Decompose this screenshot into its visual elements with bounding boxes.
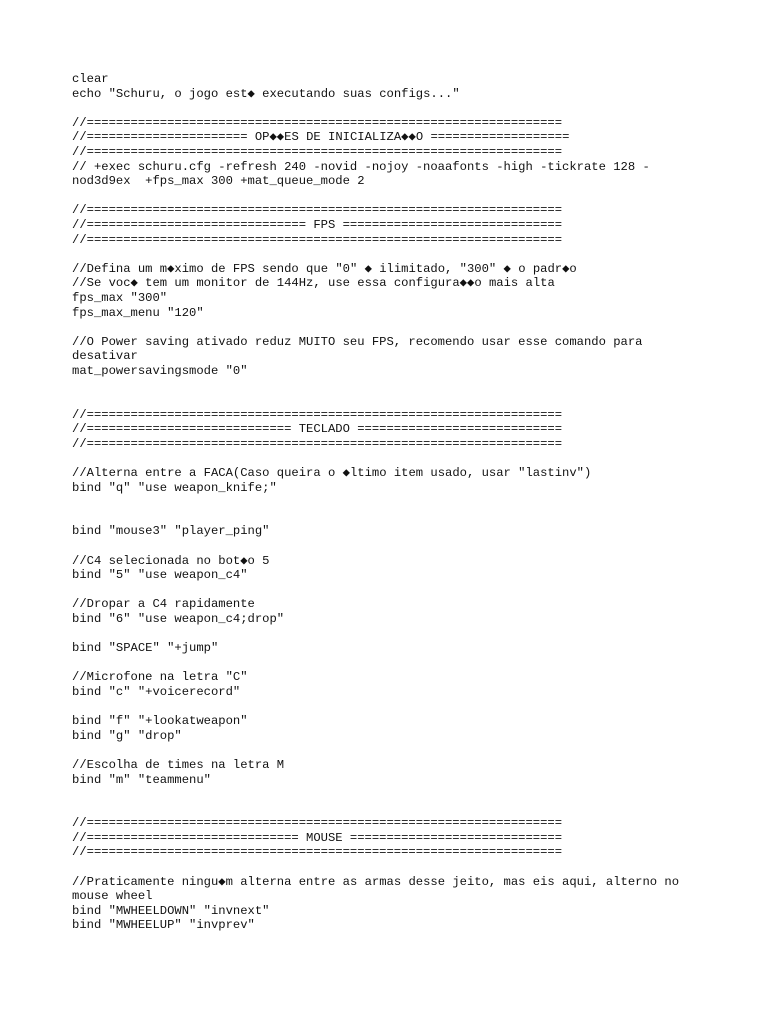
comment-line: // +exec schuru.cfg -refresh 240 -novid -nojoy -noaafonts -high -tickrate 128 -: [72, 159, 650, 174]
comment-line: //=================================================================: [72, 816, 563, 831]
comment-line: //=================================================================: [72, 407, 563, 422]
blank-line: [72, 393, 712, 408]
blank-line: [72, 247, 712, 262]
command-line: bind "5" "use weapon_c4": [72, 568, 248, 583]
comment-line: //Microfone na letra "C": [72, 670, 248, 685]
blank-line: [72, 743, 712, 758]
comment-line: //============================== FPS ==============================: [72, 217, 563, 232]
command-line: desativar: [72, 349, 138, 364]
blank-line: [72, 495, 712, 510]
blank-line: [72, 656, 712, 671]
blank-line: [72, 539, 712, 554]
comment-line: //Alterna entre a FACA(Caso queira o ◆ltimo item usado, usar "lastinv"): [72, 466, 592, 481]
blank-line: [72, 320, 712, 335]
command-line: bind "6" "use weapon_c4;drop": [72, 611, 285, 626]
comment-line: //=================================================================: [72, 203, 563, 218]
comment-line: //Dropar a C4 rapidamente: [72, 597, 255, 612]
blank-line: [72, 802, 712, 817]
blank-line: [72, 451, 712, 466]
command-line: echo "Schuru, o jogo est◆ executando suas configs...": [72, 86, 460, 101]
command-line: fps_max_menu "120": [72, 305, 204, 320]
blank-line: [72, 510, 712, 525]
comment-line: //Se voc◆ tem um monitor de 144Hz, use essa configura◆◆o mais alta: [72, 276, 555, 291]
comment-line: //============================= MOUSE =============================: [72, 830, 563, 845]
command-line: bind "g" "drop": [72, 728, 182, 743]
comment-line: //=================================================================: [72, 845, 563, 860]
command-line: bind "SPACE" "+jump": [72, 641, 219, 656]
blank-line: [72, 787, 712, 802]
blank-line: [72, 627, 712, 642]
command-line: clear: [72, 72, 109, 86]
command-line: bind "m" "teammenu": [72, 772, 211, 787]
config-text-body: [72, 72, 712, 933]
command-line: fps_max "300": [72, 290, 168, 305]
comment-line: //=================================================================: [72, 115, 563, 130]
blank-line: [72, 583, 712, 598]
blank-line: [72, 378, 712, 393]
command-line: bind "MWHEELDOWN" "invnext": [72, 903, 270, 918]
blank-line: [72, 101, 712, 116]
comment-line: //C4 selecionada no bot◆o 5: [72, 553, 270, 568]
command-line: mat_powersavingsmode "0": [72, 363, 248, 378]
command-line: bind "f" "+lookatweapon": [72, 714, 248, 729]
command-line: mouse wheel: [72, 889, 153, 904]
command-line: bind "c" "+voicerecord": [72, 684, 241, 699]
blank-line: [72, 700, 712, 715]
command-line: bind "q" "use weapon_knife;": [72, 480, 277, 495]
comment-line: //O Power saving ativado reduz MUITO seu FPS, recomendo usar esse comando para: [72, 334, 643, 349]
comment-line: //Praticamente ningu◆m alterna entre as armas desse jeito, mas eis aqui, alterno no: [72, 874, 680, 889]
blank-line: [72, 189, 712, 204]
command-line: bind "mouse3" "player_ping": [72, 524, 270, 539]
comment-line: //=================================================================: [72, 232, 563, 247]
command-line: bind "MWHEELUP" "invprev": [72, 918, 255, 933]
comment-line: //============================ TECLADO ============================: [72, 422, 563, 437]
comment-line: //Defina um m◆ximo de FPS sendo que "0" ◆ ilimitado, "300" ◆ o padr◆o: [72, 261, 577, 276]
comment-line: //=================================================================: [72, 144, 563, 159]
comment-line: //====================== OP◆◆ES DE INICIALIZA◆◆O ===================: [72, 130, 570, 145]
comment-line: //Escolha de times na letra M: [72, 757, 285, 772]
command-line: nod3d9ex +fps_max 300 +mat_queue_mode 2: [72, 174, 365, 189]
comment-line: //=================================================================: [72, 436, 563, 451]
blank-line: [72, 860, 712, 875]
